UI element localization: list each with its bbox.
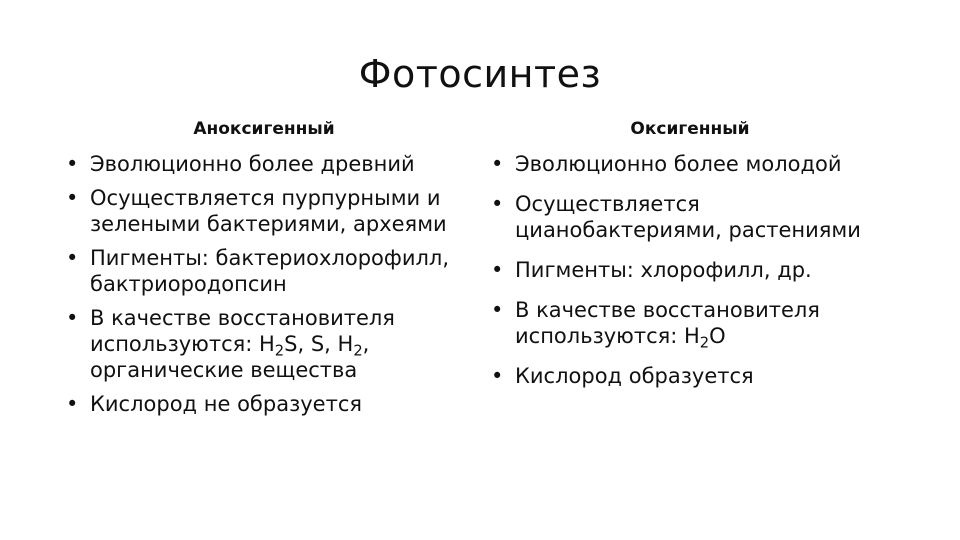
bullet-item	[64, 305, 479, 383]
subscript-text: 2	[274, 342, 285, 360]
bullet-item	[489, 191, 909, 243]
column-heading-anoxygenic: Аноксигенный	[193, 119, 335, 139]
bullet-text: S, S, H	[284, 332, 354, 356]
subscript-text: 2	[699, 334, 710, 352]
bullet-list-oxygenic	[489, 151, 909, 403]
bullet-text: В качестве восстановителя используются: H	[90, 306, 395, 356]
bullet-text: Пигменты: хлорофилл, др.	[515, 258, 812, 282]
bullet-text: Кислород образуется	[515, 364, 754, 388]
bullet-text: , органические вещества	[90, 332, 370, 382]
bullet-item	[64, 391, 479, 417]
slide-title: Фотосинтез	[358, 52, 602, 96]
bullet-item	[64, 245, 479, 297]
bullet-text: Эволюционно более молодой	[515, 152, 842, 176]
bullet-text: O	[709, 324, 726, 348]
bullet-list-anoxygenic	[64, 151, 479, 425]
bullet-text: Осуществляется цианобактериями, растениями	[515, 192, 861, 242]
bullet-item	[489, 257, 909, 283]
bullet-text: В качестве восстановителя используются: H	[515, 298, 820, 348]
bullet-text: Кислород не образуется	[90, 392, 362, 416]
bullet-item	[489, 363, 909, 389]
column-heading-oxygenic: Оксигенный	[630, 119, 750, 139]
bullet-item	[489, 297, 909, 352]
bullet-item	[64, 151, 479, 177]
bullet-text: Осуществляется пурпурными и зелеными бактериями, археями	[90, 186, 447, 236]
bullet-item	[489, 151, 909, 177]
bullet-text: Пигменты: бактериохлорофилл, бактриородопсин	[90, 246, 450, 296]
bullet-text: Эволюционно более древний	[90, 152, 415, 176]
subscript-text: 2	[353, 342, 363, 360]
bullet-item	[64, 185, 479, 237]
